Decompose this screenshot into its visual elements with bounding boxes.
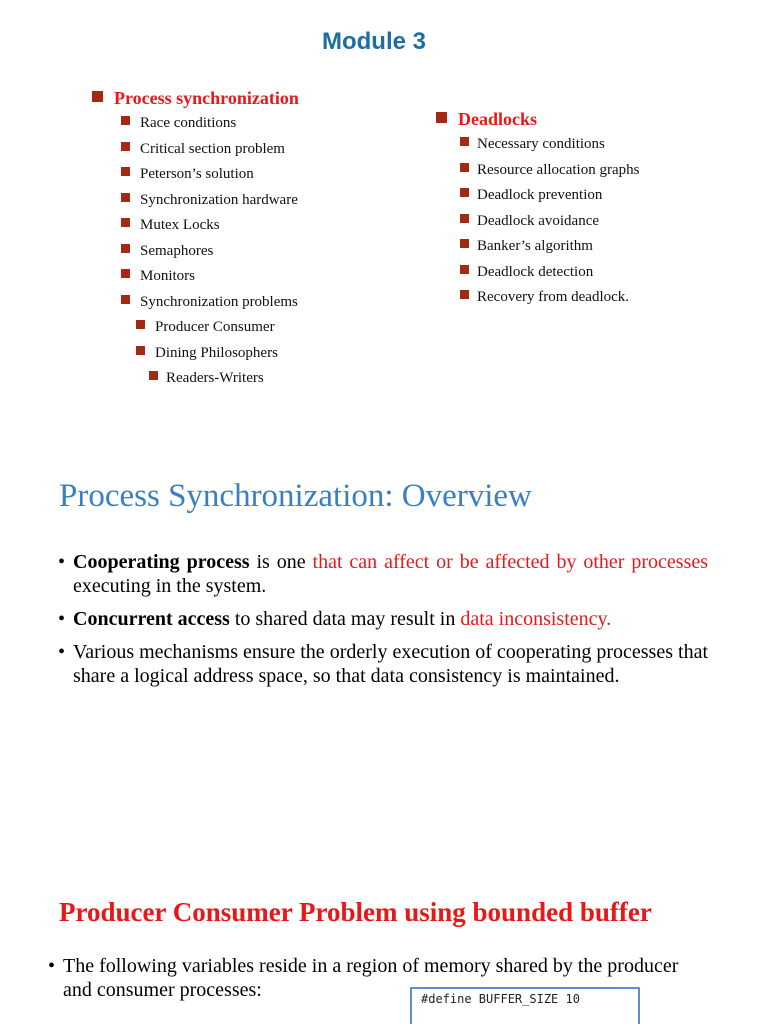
list-item-label: Synchronization hardware [140, 191, 298, 208]
overview-bullet-text: Various mechanisms ensure the orderly execution of cooperating processes that share a logical address space, so that data consistency is maintained. [73, 641, 708, 687]
square-bullet-icon [121, 116, 130, 125]
list-item [460, 209, 639, 235]
square-bullet-icon [136, 346, 145, 355]
list-item-label: Deadlock avoidance [477, 212, 600, 229]
list-item [121, 188, 299, 214]
square-bullet-icon [121, 193, 130, 202]
list-item [121, 137, 299, 163]
bullet-dot-icon: • [58, 551, 66, 573]
list-item [460, 158, 639, 184]
highlight-text: data inconsistency. [460, 608, 612, 630]
list-item [121, 290, 299, 316]
heading-label: Deadlocks [458, 109, 538, 129]
bold-term: Concurrent access [73, 608, 230, 630]
list-item-label: Monitors [140, 268, 196, 284]
square-bullet-icon [460, 239, 469, 248]
list-item-label: Peterson’s solution [140, 166, 254, 182]
list-item [136, 341, 299, 367]
list-item [121, 264, 299, 290]
overview-bullet-text [73, 550, 708, 598]
list-item-label: Mutex Locks [140, 217, 220, 233]
square-bullet-icon [136, 320, 145, 329]
outline-right-items [436, 132, 639, 311]
outline-left-heading [92, 88, 299, 109]
list-item-label: Recovery from deadlock. [477, 289, 630, 305]
square-bullet-icon [121, 167, 130, 176]
list-item [121, 162, 299, 188]
outline-right-heading [436, 109, 639, 130]
square-bullet-icon [121, 269, 130, 278]
overview-bullet-text [73, 607, 708, 631]
square-bullet-icon [121, 142, 130, 151]
plain-text: to shared data may result in [229, 608, 461, 630]
overview-bullet-2 [58, 607, 708, 631]
module-title: Module 3 [321, 28, 426, 55]
square-bullet-icon [121, 244, 130, 253]
list-item-label: Race conditions [140, 115, 237, 131]
list-item [149, 366, 299, 392]
list-item-label: Semaphores [140, 242, 214, 259]
list-item [460, 183, 639, 209]
list-item-label: Resource allocation graphs [477, 161, 640, 178]
heading-label: Process synchronization [114, 88, 299, 108]
list-item-label: Necessary conditions [477, 136, 605, 152]
square-bullet-icon [460, 290, 469, 299]
list-item-label: Synchronization problems [140, 293, 298, 310]
producer-consumer-text: The following variables reside in a region of memory shared by the producer and consumer processes: [63, 955, 679, 1001]
square-bullet-icon [460, 163, 469, 172]
list-item-label: Banker’s algorithm [477, 238, 593, 254]
list-item [121, 111, 299, 137]
plain-text: executing in the system. [73, 575, 267, 597]
list-item-label: Critical section problem [140, 140, 285, 157]
list-item-label: Producer Consumer [155, 319, 275, 335]
list-item-label: Deadlock prevention [477, 187, 603, 203]
square-bullet-icon [436, 112, 447, 123]
square-bullet-icon [121, 295, 130, 304]
square-bullet-icon [460, 188, 469, 197]
list-item [460, 260, 639, 286]
producer-consumer-title: Producer Consumer Problem using bounded buffer [59, 897, 652, 927]
outline-left [92, 88, 299, 392]
outline-right [436, 109, 639, 311]
square-bullet-icon [149, 371, 158, 380]
square-bullet-icon [460, 265, 469, 274]
list-item [121, 213, 299, 239]
overview-bullet-3 [58, 640, 708, 688]
list-item [460, 234, 639, 260]
highlight-text: that can affect or be affected by other processes [312, 551, 709, 573]
plain-text: is one [249, 551, 313, 573]
list-item-label: Readers-Writers [166, 370, 264, 386]
list-item-label: Deadlock detection [477, 263, 594, 280]
list-item [136, 315, 299, 341]
bullet-dot-icon: • [58, 641, 66, 663]
bold-term: Cooperating process [73, 551, 250, 573]
list-item [121, 239, 299, 265]
bullet-dot-icon: • [58, 608, 66, 630]
list-item [460, 285, 639, 311]
square-bullet-icon [92, 91, 103, 102]
list-item-label: Dining Philosophers [155, 344, 278, 361]
code-line: #define BUFFER_SIZE 10 [421, 992, 580, 1006]
square-bullet-icon [460, 137, 469, 146]
code-box [410, 987, 640, 1024]
overview-title: Process Synchronization: Overview [59, 478, 532, 514]
square-bullet-icon [121, 218, 130, 227]
list-item [460, 132, 639, 158]
bullet-dot-icon: • [48, 955, 56, 977]
overview-bullet-1 [58, 550, 708, 598]
outline-left-items [92, 111, 299, 392]
square-bullet-icon [460, 214, 469, 223]
